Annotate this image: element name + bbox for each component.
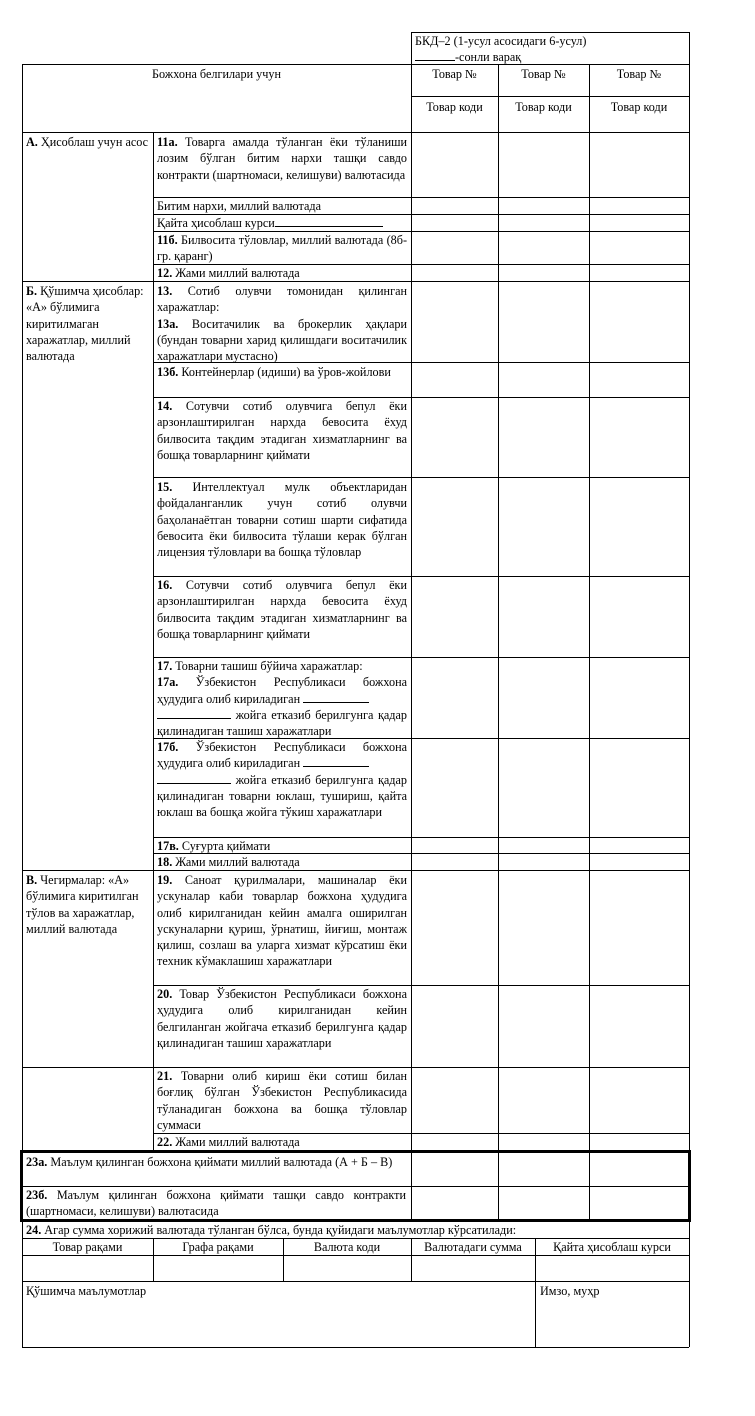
col-currency-sum: Валютадаги сумма xyxy=(424,1240,522,1254)
row-14: 14. Сотувчи сотиб олувчига бепул ёки арзонлаштирилган нархда бевосита ёхуд билвосита тақдим этадиган хизматларнинг ва бошқа товарларнинг қиймати xyxy=(157,399,408,462)
row-22: 22. Жами миллий валютада xyxy=(157,1135,300,1149)
row-11a: 11а. Товарга амалда тўланган ёки тўланиши лозим бўлган битим нархи ташқи савдо контракти (шартномаси, келишуви) валютасида xyxy=(157,135,408,182)
row-12: 12. Жами миллий валютада xyxy=(157,266,300,280)
section-v-title: В. Чегирмалар: «А» бўлимига киритилган тўлов ва харажатлар, миллий валютада xyxy=(26,873,139,936)
row-17v: 17в. Суғурта қиймати xyxy=(157,839,271,853)
extra-info-label: Қўшимча маълумотлар xyxy=(26,1284,147,1298)
customs-marks-label: Божхона белгилари учун xyxy=(152,67,281,81)
goods-code-2: Товар коди xyxy=(515,100,572,114)
row-19: 19. Саноат қурилмалари, машиналар ёки ускуналар каби товарлар божхона ҳудудига олиб кирилганидан кейин амалга оширилган ускуналарни қуриш, ўрнатиш, йиғиш, монтаж қилиш, созлаш ва уларга хизмат кўрсатиш ёки техник кўмаклашиш харажатлари xyxy=(157,873,407,969)
goods-no-1: Товар № xyxy=(432,67,477,81)
goods-code-1: Товар коди xyxy=(426,100,483,114)
form-number: БКД–2 (1-усул асосидаги 6-усул) -сонли варақ xyxy=(415,34,587,65)
row-15: 15. Интеллектуал мулк объектларидан фойдаланганлик учун сотиб олувчи баҳоланаётган товарни сотиш шарти сифатида бевосита ёки билвосита тўлаши керак бўлган лицензия тўловлари ва бошқа тўловлар xyxy=(157,480,408,560)
row-17: 17. Товарни ташиш бўйича харажатлар: 17а. Ўзбекистон Республикаси божхона ҳудудига олиб кириладиган жойга етказиб берилгунга қадар қилинадиган ташиш харажатлари xyxy=(157,659,408,739)
row-24: 24. Агар сумма хорижий валютада тўланган бўлса, бунда қуйидаги маълумотлар кўрсатилади: xyxy=(26,1223,517,1237)
row-18: 18. Жами миллий валютада xyxy=(157,855,300,869)
row-national-price: Битим нархи, миллий валютада xyxy=(157,199,321,213)
row-23b: 23б. Маълум қилинган божхона қиймати ташқи савдо контракти (шартномаси, келишуви) валютасида xyxy=(26,1188,406,1219)
row-16: 16. Сотувчи сотиб олувчига бепул ёки арзонлаштирилган нархда бевосита ёхуд билвосита тақдим этадиган хизматларнинг ва бошқа товарларнинг қиймати xyxy=(157,578,408,641)
col-currency-code: Валюта коди xyxy=(313,1240,381,1254)
signature-label: Имзо, муҳр xyxy=(540,1284,600,1298)
goods-no-2: Товар № xyxy=(521,67,566,81)
col-exchange-rate: Қайта ҳисоблаш курси xyxy=(553,1240,671,1254)
row-23a: 23а. Маълум қилинган божхона қиймати миллий валютада (А + Б – В) xyxy=(26,1155,393,1169)
goods-code-3: Товар коди xyxy=(610,100,668,114)
row-exchange-rate: Қайта ҳисоблаш курси xyxy=(157,215,407,231)
row-11b: 11б. Билвосита тўловлар, миллий валютада (8б-гр. қаранг) xyxy=(157,233,407,264)
row-13b: 13б. Контейнерлар (идиши) ва ўров-жойлови xyxy=(157,365,391,379)
row-17b: 17б. Ўзбекистон Республикаси божхона ҳудудига олиб кириладиган жойга етказиб берилгунга қадар қилинадиган товарни юклаш, тушириш, қайта юклаш ва бошқа жойга тўкиш харажатлари xyxy=(157,740,408,820)
goods-no-3: Товар № xyxy=(616,67,662,81)
section-a-title: А. Ҳисоблаш учун асос xyxy=(26,135,149,149)
col-goods-number: Товар рақами xyxy=(52,1240,123,1254)
row-20: 20. Товар Ўзбекистон Республикаси божхона ҳудудига олиб кирилганидан кейин белгиланган жойгача етказиб берилгунга қадар қилинадиган ташиш харажатлари xyxy=(157,987,407,1050)
col-column-number: Графа рақами xyxy=(182,1240,254,1254)
row-13: 13. Сотиб олувчи томонидан қилинган харажатлар: 13а. Воситачилик ва брокерлик ҳақлари (бундан товарни харид қилишдаги воситачилик харажатлари мустасно) xyxy=(157,284,408,364)
section-b-title: Б. Қўшимча ҳисоблар: «А» бўлимига киритилмаган харажатлар, миллий валютада xyxy=(26,284,144,364)
row-21: 21. Товарни олиб кириш ёки сотиш билан боғлиқ бўлган Ўзбекистон Республикасида тўланадиган божхона ва бошқа тўловлар суммаси xyxy=(157,1069,407,1132)
